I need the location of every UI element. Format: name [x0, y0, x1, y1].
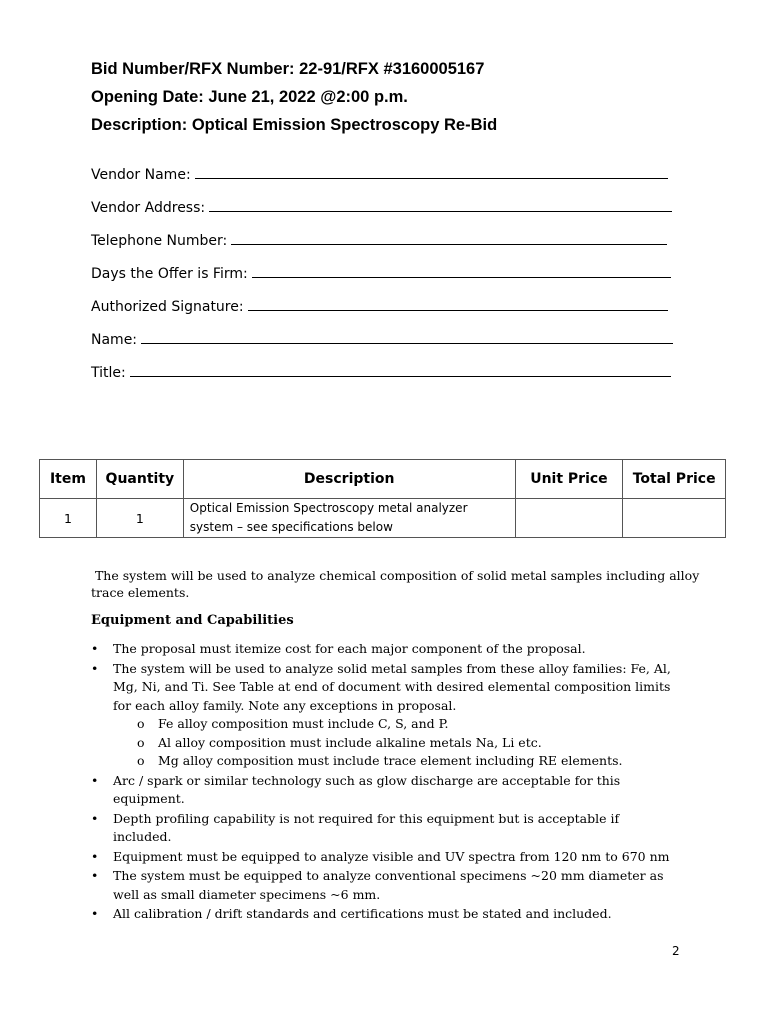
signature-blank[interactable] — [248, 296, 668, 311]
cell-description — [183, 499, 515, 538]
days-firm-blank[interactable] — [252, 263, 671, 278]
bid-number: Bid Number/RFX Number: 22-91/RFX #3160005167 — [91, 60, 485, 78]
description-line-1: Optical Emission Spectroscopy metal analyzer — [189, 501, 468, 515]
vendor-name-blank[interactable] — [195, 164, 668, 179]
cell-unit-price[interactable] — [515, 499, 623, 538]
alloy-sub-list — [113, 715, 681, 771]
signature-label: Authorized Signature: — [91, 299, 244, 315]
title-field — [91, 362, 671, 382]
vendor-address-blank[interactable] — [209, 197, 672, 212]
list-item: • Depth profiling capability is not required for this equipment but is acceptable if included. — [91, 810, 681, 847]
vendor-name-label: Vendor Name: — [91, 167, 191, 183]
opening-date: Opening Date: June 21, 2022 @2:00 p.m. — [91, 88, 408, 106]
bid-items-table — [39, 459, 726, 538]
header-description: Description — [183, 460, 515, 499]
list-item — [91, 660, 681, 771]
table-header-row — [40, 460, 726, 499]
vendor-address-field — [91, 197, 672, 217]
table-row — [40, 499, 726, 538]
vendor-address-label: Vendor Address: — [91, 200, 206, 216]
title-label: Title: — [91, 365, 126, 381]
days-firm-label: Days the Offer is Firm: — [91, 266, 248, 282]
list-item: • Arc / spark or similar technology such as glow discharge are acceptable for this equipment. — [91, 772, 681, 809]
cell-item: 1 — [40, 499, 97, 538]
vendor-name-field — [91, 164, 668, 184]
telephone-field — [91, 230, 667, 250]
list-item: • All calibration / drift standards and certifications must be stated and included. — [91, 905, 681, 924]
sub-list-item: o Mg alloy composition must include trace element including RE elements. — [113, 752, 681, 771]
page-number: 2 — [672, 944, 680, 958]
intro-line-1: The system will be used to analyze chemical composition of solid metal samples including alloy — [91, 568, 700, 583]
list-item: • The system must be equipped to analyze conventional specimens ~20 mm diameter as well as small diameter specimens ~6 mm. — [91, 867, 681, 904]
name-blank[interactable] — [141, 329, 673, 344]
cell-quantity: 1 — [96, 499, 183, 538]
header-unit-price: Unit Price — [515, 460, 623, 499]
sub-list-item: o Al alloy composition must include alkaline metals Na, Li etc. — [113, 734, 681, 753]
description-line-2: system – see specifications below — [189, 520, 393, 534]
list-item: • Equipment must be equipped to analyze visible and UV spectra from 120 nm to 670 nm — [91, 848, 681, 867]
cell-total-price[interactable] — [623, 499, 726, 538]
sub-list-item: o Fe alloy composition must include C, S, and P. — [113, 715, 681, 734]
description-heading: Description: Optical Emission Spectroscopy Re-Bid — [91, 116, 498, 134]
telephone-label: Telephone Number: — [91, 233, 228, 249]
alloy-families-text: The system will be used to analyze solid metal samples from these alloy families: Fe, Al, Mg, Ni, and Ti. See Table at end of document with desired elemental composition limits for each alloy family. Note any exceptions in proposal. — [113, 660, 671, 713]
requirements-list — [91, 640, 681, 925]
signature-field — [91, 296, 668, 316]
list-item: • The proposal must itemize cost for each major component of the proposal. — [91, 640, 681, 659]
header-total-price: Total Price — [623, 460, 726, 499]
intro-line-2: trace elements. — [91, 585, 190, 600]
name-label: Name: — [91, 332, 138, 348]
header-item: Item — [40, 460, 97, 499]
title-blank[interactable] — [130, 362, 671, 377]
telephone-blank[interactable] — [231, 230, 667, 245]
days-firm-field — [91, 263, 671, 283]
header-quantity: Quantity — [96, 460, 183, 499]
name-field — [91, 329, 673, 349]
equipment-heading: Equipment and Capabilities — [91, 613, 294, 628]
